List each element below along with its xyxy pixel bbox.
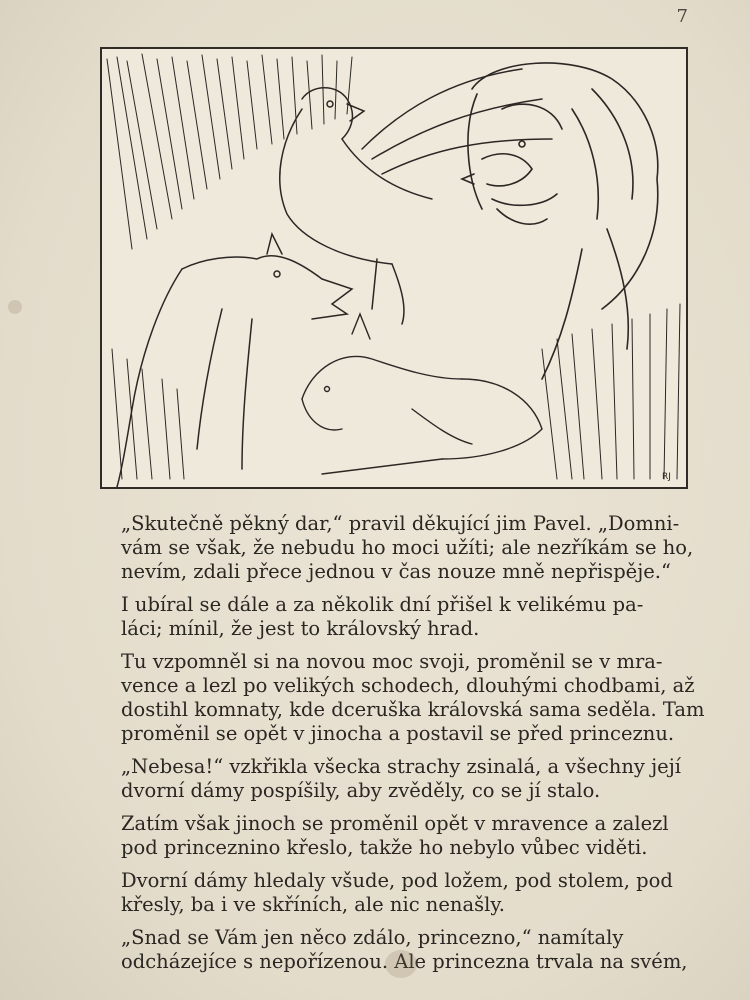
illustration-drawing xyxy=(102,49,686,487)
grass-left xyxy=(107,54,352,249)
bird xyxy=(280,69,552,324)
lion xyxy=(462,63,658,379)
text-line: proměnil se opět v jinocha a postavil se před princeznu. xyxy=(121,722,675,745)
text-line: pod princeznino křeslo, takže ho nebylo vůbec viděti. xyxy=(121,836,648,859)
text-line: křesly, ba i ve skříních, ale nic nenašly. xyxy=(121,893,505,916)
paragraph-5 xyxy=(121,812,693,860)
text-line: odcházejíce s nepořízenou. Ale princezna trvala na svém, xyxy=(121,950,688,973)
paragraph-2 xyxy=(121,593,693,641)
illustration-signature: RJ xyxy=(662,472,671,482)
text-line: nevím, zdali přece jednou v čas nouze mně nepřispěje.“ xyxy=(121,560,671,583)
text-line: dvorní dámy pospíšily, aby zvěděly, co se jí stalo. xyxy=(121,779,601,802)
paper-stain xyxy=(385,950,417,978)
text-line: Dvorní dámy hledaly všude, pod ložem, pod stolem, pod xyxy=(121,869,673,892)
text-line: I ubíral se dále a za několik dní přišel k velikému pa- xyxy=(121,593,644,616)
text-line: „Nebesa!“ vzkřikla všecka strachy zsinalá, a všechny její xyxy=(121,755,681,778)
text-line: láci; mínil, že jest to královský hrad. xyxy=(121,617,480,640)
paragraph-4 xyxy=(121,755,693,803)
page-number: 7 xyxy=(676,6,688,27)
text-line: dostihl komnaty, kde dceruška královská sama seděla. Tam xyxy=(121,698,705,721)
body-text xyxy=(121,512,705,983)
text-line: Zatím však jinoch se proměnil opět v mravence a zalezl xyxy=(121,812,669,835)
text-line: „Snad se Vám jen něco zdálo, princezno,“ namítaly xyxy=(121,926,624,949)
text-line: Tu vzpomněl si na novou moc svoji, proměnil se v mra- xyxy=(121,650,663,673)
paper-stain xyxy=(8,300,22,314)
paragraph-3 xyxy=(121,650,705,746)
grass-right xyxy=(112,304,680,479)
illustration xyxy=(100,47,688,489)
wolf xyxy=(117,234,352,487)
text-line: vence a lezl po velikých schodech, dlouhými chodbami, až xyxy=(121,674,695,697)
paragraph-1 xyxy=(121,512,693,584)
lamb xyxy=(302,314,542,474)
text-line: vám se však, že nebudu ho moci užíti; ale nezříkám se ho, xyxy=(121,536,694,559)
paragraph-6 xyxy=(121,869,693,917)
text-line: „Skutečně pěkný dar,“ pravil děkující jim Pavel. „Domni- xyxy=(121,512,680,535)
